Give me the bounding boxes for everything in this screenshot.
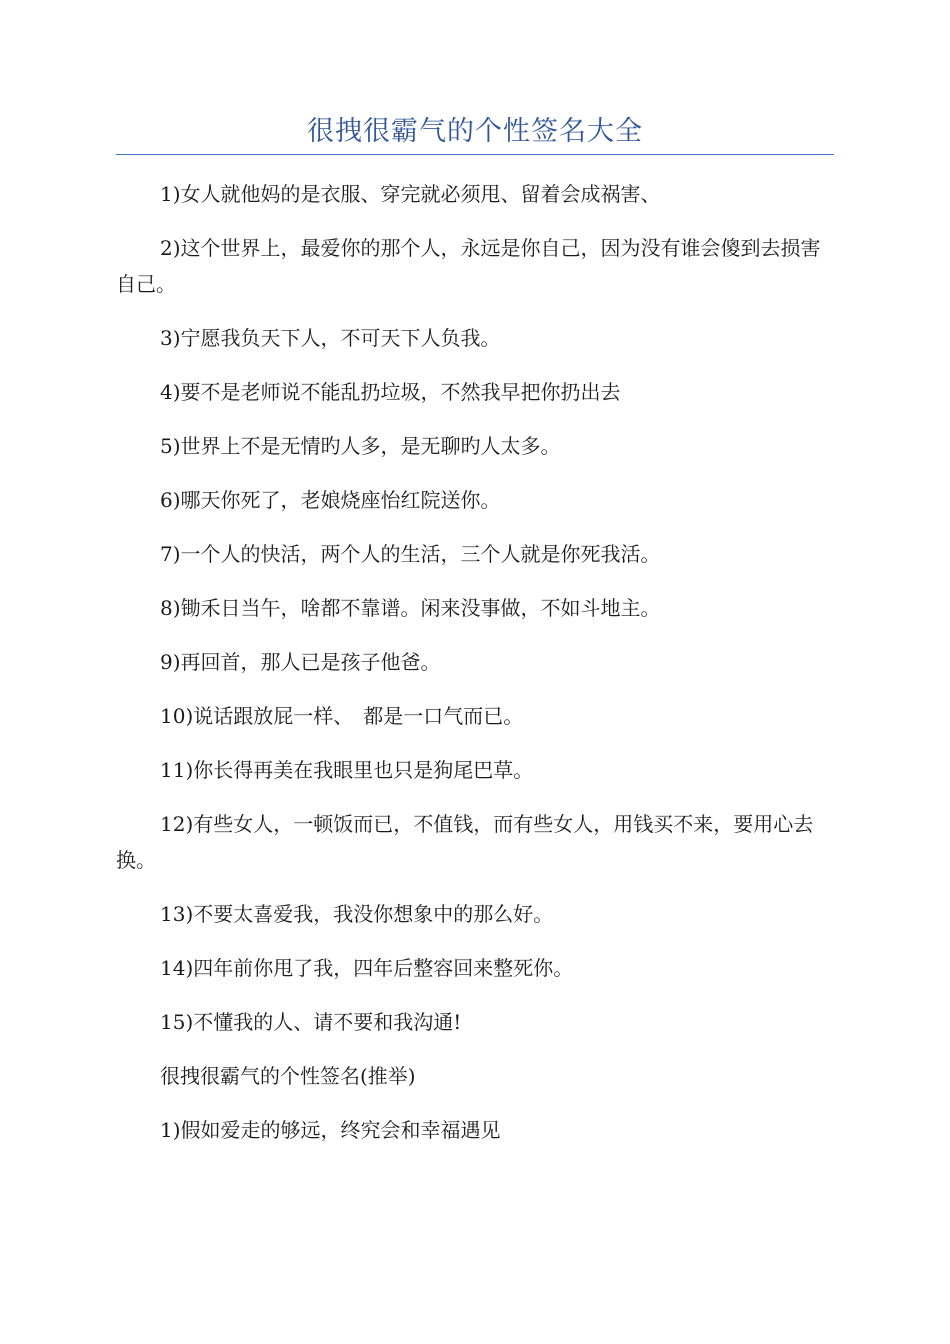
- title-underline: [116, 154, 834, 155]
- paragraph-15: 15)不懂我的人、请不要和我沟通!: [160, 1010, 462, 1034]
- paragraph-12: 12)有些女人，一顿饭而已，不值钱，而有些女人，用钱买不来，要用心去换。: [116, 812, 814, 872]
- document-body: [116, 176, 834, 1166]
- paragraph-16: 1)假如爱走的够远，终究会和幸福遇见: [160, 1118, 501, 1142]
- paragraph-3: 3)宁愿我负天下人，不可天下人负我。: [160, 326, 501, 350]
- paragraph-1: 1)女人就他妈的是衣服、穿完就必须甩、留着会成祸害、: [160, 182, 661, 206]
- paragraph-4: 4)要不是老师说不能乱扔垃圾，不然我早把你扔出去: [160, 380, 621, 404]
- section-heading: 很拽很霸气的个性签名(推举): [160, 1064, 416, 1088]
- paragraph-7: 7)一个人的快活，两个人的生活，三个人就是你死我活。: [160, 542, 661, 566]
- paragraph-11: 11)你长得再美在我眼里也只是狗尾巴草。: [160, 758, 534, 782]
- paragraph-5: 5)世界上不是无情旳人多，是无聊旳人太多。: [160, 434, 561, 458]
- paragraph-13: 13)不要太喜爱我，我没你想象中的那么好。: [160, 902, 554, 926]
- paragraph-8: 8)锄禾日当午，啥都不靠谱。闲来没事做，不如斗地主。: [160, 596, 661, 620]
- paragraph-14: 14)四年前你甩了我，四年后整容回来整死你。: [160, 956, 574, 980]
- paragraph-10: 10)说话跟放屁一样、 都是一口气而已。: [160, 704, 524, 728]
- paragraph-2: 2)这个世界上，最爱你的那个人，永远是你自己，因为没有谁会傻到去损害自己。: [116, 236, 821, 296]
- document-title: 很拽很霸气的个性签名大全: [307, 116, 643, 147]
- paragraph-6: 6)哪天你死了，老娘烧座怡红院送你。: [160, 488, 501, 512]
- paragraph-9: 9)再回首，那人已是孩子他爸。: [160, 650, 441, 674]
